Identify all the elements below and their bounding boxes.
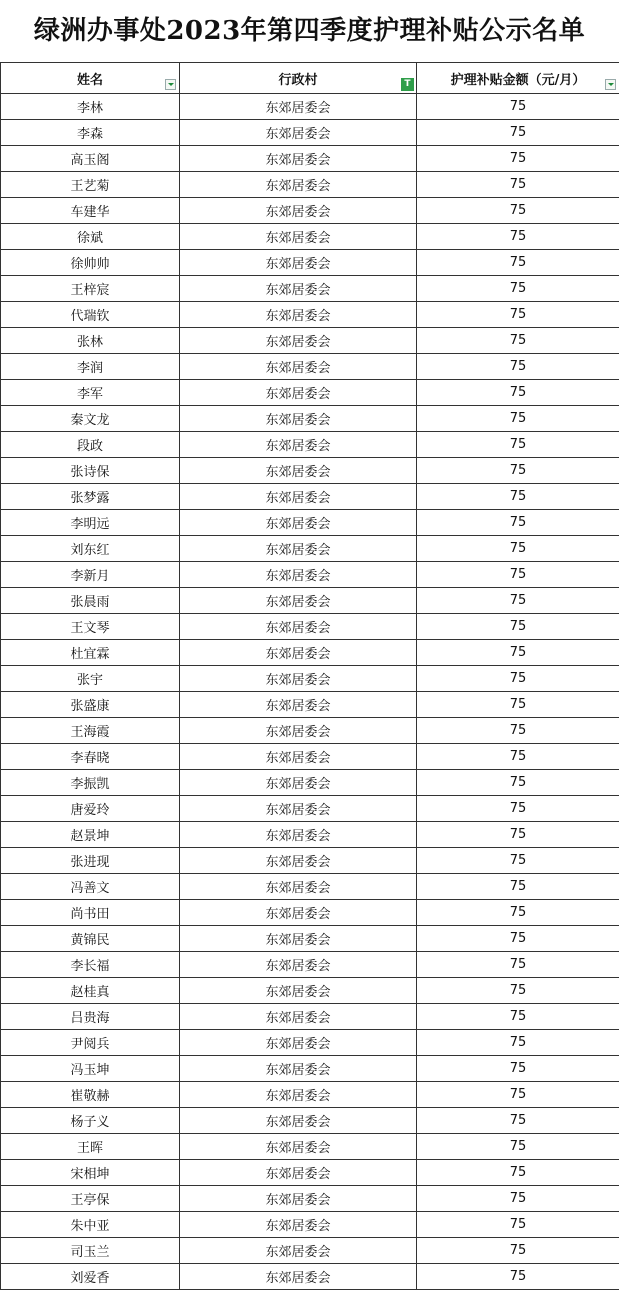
table-row bbox=[1, 1264, 619, 1290]
cell-name[interactable]: 李森 bbox=[1, 120, 180, 146]
table-row bbox=[1, 94, 619, 120]
table-row bbox=[1, 198, 619, 224]
filter-dropdown-icon[interactable] bbox=[165, 79, 176, 90]
cell-amount[interactable]: 75 bbox=[417, 484, 619, 510]
cell-amount[interactable]: 75 bbox=[417, 1212, 619, 1238]
cell-amount[interactable]: 75 bbox=[417, 978, 619, 1004]
cell-amount[interactable]: 75 bbox=[417, 588, 619, 614]
cell-amount[interactable]: 75 bbox=[417, 1030, 619, 1056]
cell-name[interactable]: 刘爱香 bbox=[1, 1264, 180, 1290]
table-row bbox=[1, 1056, 619, 1082]
cell-name[interactable]: 李明远 bbox=[1, 510, 180, 536]
cell-village[interactable]: 东郊居委会 bbox=[180, 1160, 417, 1186]
cell-name[interactable]: 吕贵海 bbox=[1, 1004, 180, 1030]
cell-name[interactable]: 宋相坤 bbox=[1, 1160, 180, 1186]
cell-name[interactable]: 张盛康 bbox=[1, 692, 180, 718]
cell-village[interactable]: 东郊居委会 bbox=[180, 94, 417, 120]
table-body bbox=[1, 94, 619, 1290]
cell-village[interactable]: 东郊居委会 bbox=[180, 874, 417, 900]
cell-name[interactable]: 朱中亚 bbox=[1, 1212, 180, 1238]
table-row bbox=[1, 224, 619, 250]
table-row bbox=[1, 1134, 619, 1160]
table-row bbox=[1, 588, 619, 614]
cell-village[interactable]: 东郊居委会 bbox=[180, 848, 417, 874]
cell-amount[interactable]: 75 bbox=[417, 1264, 619, 1290]
cell-village[interactable]: 东郊居委会 bbox=[180, 432, 417, 458]
cell-name[interactable]: 张宇 bbox=[1, 666, 180, 692]
table-row bbox=[1, 484, 619, 510]
cell-village[interactable]: 东郊居委会 bbox=[180, 302, 417, 328]
cell-name[interactable]: 段政 bbox=[1, 432, 180, 458]
cell-name[interactable]: 王梓宸 bbox=[1, 276, 180, 302]
table-row bbox=[1, 822, 619, 848]
column-header-name bbox=[1, 63, 180, 94]
table-row bbox=[1, 562, 619, 588]
cell-village[interactable]: 东郊居委会 bbox=[180, 1212, 417, 1238]
column-header-amount bbox=[417, 63, 619, 94]
table-row bbox=[1, 432, 619, 458]
cell-name[interactable]: 李春晓 bbox=[1, 744, 180, 770]
cell-village[interactable]: 东郊居委会 bbox=[180, 640, 417, 666]
cell-amount[interactable]: 75 bbox=[417, 198, 619, 224]
cell-name[interactable]: 冯玉坤 bbox=[1, 1056, 180, 1082]
cell-amount[interactable]: 75 bbox=[417, 354, 619, 380]
header-row bbox=[1, 63, 619, 94]
table-row bbox=[1, 640, 619, 666]
column-header-name-label: 姓名 bbox=[76, 72, 103, 88]
cell-amount[interactable]: 75 bbox=[417, 822, 619, 848]
table-row bbox=[1, 744, 619, 770]
cell-village[interactable]: 东郊居委会 bbox=[180, 198, 417, 224]
cell-village[interactable]: 东郊居委会 bbox=[180, 900, 417, 926]
cell-name[interactable]: 王晖 bbox=[1, 1134, 180, 1160]
cell-name[interactable]: 崔敬赫 bbox=[1, 1082, 180, 1108]
cell-amount[interactable]: 75 bbox=[417, 276, 619, 302]
cell-village[interactable]: 东郊居委会 bbox=[180, 952, 417, 978]
cell-name[interactable]: 王艺菊 bbox=[1, 172, 180, 198]
table-row bbox=[1, 848, 619, 874]
table-row bbox=[1, 172, 619, 198]
cell-village[interactable]: 东郊居委会 bbox=[180, 770, 417, 796]
cell-name[interactable]: 王亭保 bbox=[1, 1186, 180, 1212]
cell-amount[interactable]: 75 bbox=[417, 328, 619, 354]
cell-name[interactable]: 司玉兰 bbox=[1, 1238, 180, 1264]
cell-amount[interactable]: 75 bbox=[417, 692, 619, 718]
table-row bbox=[1, 354, 619, 380]
cell-village[interactable]: 东郊居委会 bbox=[180, 1082, 417, 1108]
cell-village[interactable]: 东郊居委会 bbox=[180, 250, 417, 276]
table-row bbox=[1, 1108, 619, 1134]
cell-village[interactable]: 东郊居委会 bbox=[180, 406, 417, 432]
table-row bbox=[1, 692, 619, 718]
cell-village[interactable]: 东郊居委会 bbox=[180, 1108, 417, 1134]
cell-name[interactable]: 张进现 bbox=[1, 848, 180, 874]
cell-name[interactable]: 张诗保 bbox=[1, 458, 180, 484]
table-row bbox=[1, 1212, 619, 1238]
cell-village[interactable]: 东郊居委会 bbox=[180, 172, 417, 198]
table-row bbox=[1, 1186, 619, 1212]
cell-amount[interactable]: 75 bbox=[417, 120, 619, 146]
cell-village[interactable]: 东郊居委会 bbox=[180, 796, 417, 822]
cell-amount[interactable]: 75 bbox=[417, 302, 619, 328]
cell-amount[interactable]: 75 bbox=[417, 770, 619, 796]
subsidy-table bbox=[0, 62, 619, 1290]
table-row bbox=[1, 1004, 619, 1030]
table-row bbox=[1, 250, 619, 276]
cell-amount[interactable]: 75 bbox=[417, 666, 619, 692]
cell-amount[interactable]: 75 bbox=[417, 250, 619, 276]
cell-amount[interactable]: 75 bbox=[417, 1082, 619, 1108]
cell-village[interactable]: 东郊居委会 bbox=[180, 1238, 417, 1264]
cell-name[interactable]: 李润 bbox=[1, 354, 180, 380]
table-row bbox=[1, 458, 619, 484]
cell-village[interactable]: 东郊居委会 bbox=[180, 484, 417, 510]
cell-village[interactable]: 东郊居委会 bbox=[180, 380, 417, 406]
table-row bbox=[1, 328, 619, 354]
cell-name[interactable]: 秦文龙 bbox=[1, 406, 180, 432]
cell-amount[interactable]: 75 bbox=[417, 406, 619, 432]
cell-name[interactable]: 张晨雨 bbox=[1, 588, 180, 614]
cell-village[interactable]: 东郊居委会 bbox=[180, 614, 417, 640]
cell-name[interactable]: 李长福 bbox=[1, 952, 180, 978]
table-row bbox=[1, 510, 619, 536]
cell-name[interactable]: 黄锦民 bbox=[1, 926, 180, 952]
cell-village[interactable]: 东郊居委会 bbox=[180, 120, 417, 146]
cell-amount[interactable]: 75 bbox=[417, 926, 619, 952]
cell-name[interactable]: 高玉阁 bbox=[1, 146, 180, 172]
cell-village[interactable]: 东郊居委会 bbox=[180, 744, 417, 770]
cell-amount[interactable]: 75 bbox=[417, 1160, 619, 1186]
cell-name[interactable]: 尹阅兵 bbox=[1, 1030, 180, 1056]
cell-amount[interactable]: 75 bbox=[417, 744, 619, 770]
cell-village[interactable]: 东郊居委会 bbox=[180, 666, 417, 692]
cell-name[interactable]: 徐斌 bbox=[1, 224, 180, 250]
cell-name[interactable]: 唐爱玲 bbox=[1, 796, 180, 822]
table-row bbox=[1, 952, 619, 978]
table-row bbox=[1, 1238, 619, 1264]
cell-name[interactable]: 王海霞 bbox=[1, 718, 180, 744]
cell-name[interactable]: 李林 bbox=[1, 94, 180, 120]
cell-name[interactable]: 张梦露 bbox=[1, 484, 180, 510]
cell-village[interactable]: 东郊居委会 bbox=[180, 926, 417, 952]
cell-village[interactable]: 东郊居委会 bbox=[180, 146, 417, 172]
table-row bbox=[1, 718, 619, 744]
cell-amount[interactable]: 75 bbox=[417, 1134, 619, 1160]
table-row bbox=[1, 796, 619, 822]
cell-amount[interactable]: 75 bbox=[417, 172, 619, 198]
cell-amount[interactable]: 75 bbox=[417, 562, 619, 588]
cell-village[interactable]: 东郊居委会 bbox=[180, 978, 417, 1004]
cell-name[interactable]: 代瑞钦 bbox=[1, 302, 180, 328]
column-header-village bbox=[180, 63, 417, 94]
cell-amount[interactable]: 75 bbox=[417, 952, 619, 978]
cell-name[interactable]: 李振凯 bbox=[1, 770, 180, 796]
cell-amount[interactable]: 75 bbox=[417, 536, 619, 562]
cell-name[interactable]: 王文琴 bbox=[1, 614, 180, 640]
table-row bbox=[1, 900, 619, 926]
cell-village[interactable]: 东郊居委会 bbox=[180, 1186, 417, 1212]
cell-amount[interactable]: 75 bbox=[417, 614, 619, 640]
cell-amount[interactable]: 75 bbox=[417, 900, 619, 926]
cell-name[interactable]: 张林 bbox=[1, 328, 180, 354]
table-row bbox=[1, 1082, 619, 1108]
cell-name[interactable]: 李新月 bbox=[1, 562, 180, 588]
table-row bbox=[1, 406, 619, 432]
cell-amount[interactable]: 75 bbox=[417, 848, 619, 874]
table-row bbox=[1, 770, 619, 796]
cell-village[interactable]: 东郊居委会 bbox=[180, 224, 417, 250]
table-row bbox=[1, 1160, 619, 1186]
table-row bbox=[1, 380, 619, 406]
table-row bbox=[1, 666, 619, 692]
table-row bbox=[1, 874, 619, 900]
cell-amount[interactable]: 75 bbox=[417, 1108, 619, 1134]
cell-name[interactable]: 赵景坤 bbox=[1, 822, 180, 848]
cell-amount[interactable]: 75 bbox=[417, 94, 619, 120]
cell-village[interactable]: 东郊居委会 bbox=[180, 822, 417, 848]
cell-name[interactable]: 徐帅帅 bbox=[1, 250, 180, 276]
cell-amount[interactable]: 75 bbox=[417, 874, 619, 900]
cell-village[interactable]: 东郊居委会 bbox=[180, 1264, 417, 1290]
table-row bbox=[1, 536, 619, 562]
table-row bbox=[1, 146, 619, 172]
cell-village[interactable]: 东郊居委会 bbox=[180, 276, 417, 302]
cell-name[interactable]: 尚书田 bbox=[1, 900, 180, 926]
cell-village[interactable]: 东郊居委会 bbox=[180, 1004, 417, 1030]
cell-name[interactable]: 杜宜霖 bbox=[1, 640, 180, 666]
table-row bbox=[1, 276, 619, 302]
sheet-title: 绿洲办事处2023年第四季度护理补贴公示名单 bbox=[33, 16, 586, 46]
cell-village[interactable]: 东郊居委会 bbox=[180, 1030, 417, 1056]
cell-amount[interactable]: 75 bbox=[417, 510, 619, 536]
cell-village[interactable]: 东郊居委会 bbox=[180, 588, 417, 614]
cell-village[interactable]: 东郊居委会 bbox=[180, 328, 417, 354]
table-row bbox=[1, 302, 619, 328]
table-row bbox=[1, 614, 619, 640]
cell-amount[interactable]: 75 bbox=[417, 380, 619, 406]
cell-name[interactable]: 杨子义 bbox=[1, 1108, 180, 1134]
column-header-village-label: 行政村 bbox=[278, 72, 318, 88]
cell-amount[interactable]: 75 bbox=[417, 718, 619, 744]
table-row bbox=[1, 1030, 619, 1056]
cell-village[interactable]: 东郊居委会 bbox=[180, 458, 417, 484]
cell-amount[interactable]: 75 bbox=[417, 1238, 619, 1264]
table-row bbox=[1, 120, 619, 146]
cell-village[interactable]: 东郊居委会 bbox=[180, 562, 417, 588]
cell-amount[interactable]: 75 bbox=[417, 796, 619, 822]
cell-amount[interactable]: 75 bbox=[417, 640, 619, 666]
column-header-amount-label: 护理补贴金额（元/月） bbox=[450, 72, 586, 88]
cell-name[interactable]: 车建华 bbox=[1, 198, 180, 224]
cell-amount[interactable]: 75 bbox=[417, 224, 619, 250]
cell-village[interactable]: 东郊居委会 bbox=[180, 1134, 417, 1160]
cell-amount[interactable]: 75 bbox=[417, 432, 619, 458]
cell-amount[interactable]: 75 bbox=[417, 1186, 619, 1212]
cell-village[interactable]: 东郊居委会 bbox=[180, 692, 417, 718]
cell-village[interactable]: 东郊居委会 bbox=[180, 536, 417, 562]
cell-amount[interactable]: 75 bbox=[417, 458, 619, 484]
cell-name[interactable]: 李军 bbox=[1, 380, 180, 406]
cell-amount[interactable]: 75 bbox=[417, 1056, 619, 1082]
filter-dropdown-icon[interactable] bbox=[605, 79, 616, 90]
cell-name[interactable]: 冯善文 bbox=[1, 874, 180, 900]
filter-active-icon[interactable]: T bbox=[401, 78, 414, 91]
cell-village[interactable]: 东郊居委会 bbox=[180, 1056, 417, 1082]
cell-village[interactable]: 东郊居委会 bbox=[180, 354, 417, 380]
cell-amount[interactable]: 75 bbox=[417, 146, 619, 172]
cell-village[interactable]: 东郊居委会 bbox=[180, 510, 417, 536]
table-row bbox=[1, 978, 619, 1004]
cell-name[interactable]: 刘东红 bbox=[1, 536, 180, 562]
cell-amount[interactable]: 75 bbox=[417, 1004, 619, 1030]
cell-village[interactable]: 东郊居委会 bbox=[180, 718, 417, 744]
table-row bbox=[1, 926, 619, 952]
cell-name[interactable]: 赵桂真 bbox=[1, 978, 180, 1004]
